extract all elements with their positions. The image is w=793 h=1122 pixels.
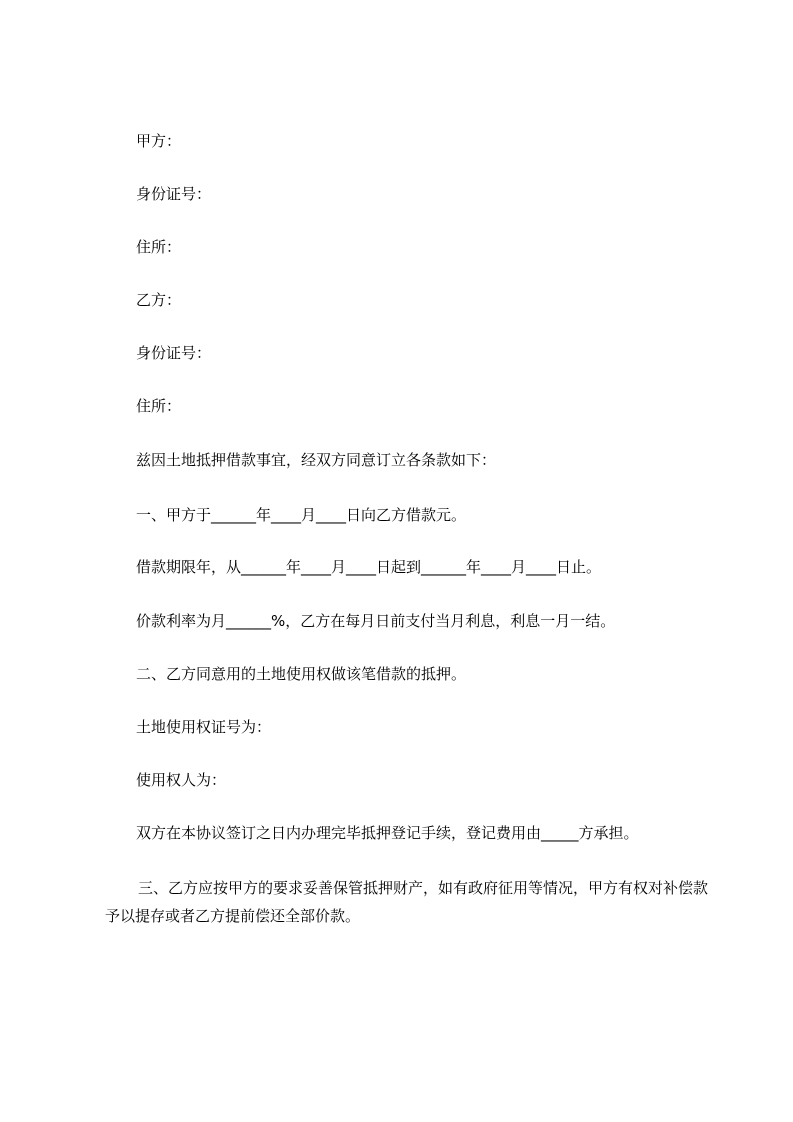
- party-a-label: 甲方：: [136, 132, 182, 150]
- clause-1-interest-rate: 价款利率为月______%，乙方在每月日前支付当月利息，利息一月一结。: [136, 612, 616, 630]
- party-b-label: 乙方：: [136, 291, 182, 309]
- clause-3-property-custody: 三、乙方应按甲方的要求妥善保管抵押财产，如有政府征用等情况，甲方有权对补偿款予以提存或者乙方提前偿还全部价款。: [105, 879, 709, 925]
- party-b-address-label: 住所：: [136, 397, 182, 415]
- preamble: 兹因土地抵押借款事宜，经双方同意订立各条款如下：: [136, 451, 497, 469]
- land-certificate-number-label: 土地使用权证号为：: [136, 718, 272, 736]
- party-b-id-label: 身份证号：: [136, 344, 212, 362]
- clause-2-mortgage: 二、乙方同意用的土地使用权做该笔借款的抵押。: [136, 665, 467, 683]
- party-a-address-label: 住所：: [136, 238, 182, 256]
- clause-1-loan-term: 借款期限年，从______年____月____日起到______年____月____日止。: [136, 558, 602, 576]
- clause-1-loan-date: 一、甲方于______年____月____日向乙方借款元。: [136, 506, 467, 524]
- right-holder-label: 使用权人为：: [136, 771, 227, 789]
- party-a-id-label: 身份证号：: [136, 185, 212, 203]
- registration-clause: 双方在本协议签订之日内办理完毕抵押登记手续，登记费用由_____方承担。: [136, 824, 639, 842]
